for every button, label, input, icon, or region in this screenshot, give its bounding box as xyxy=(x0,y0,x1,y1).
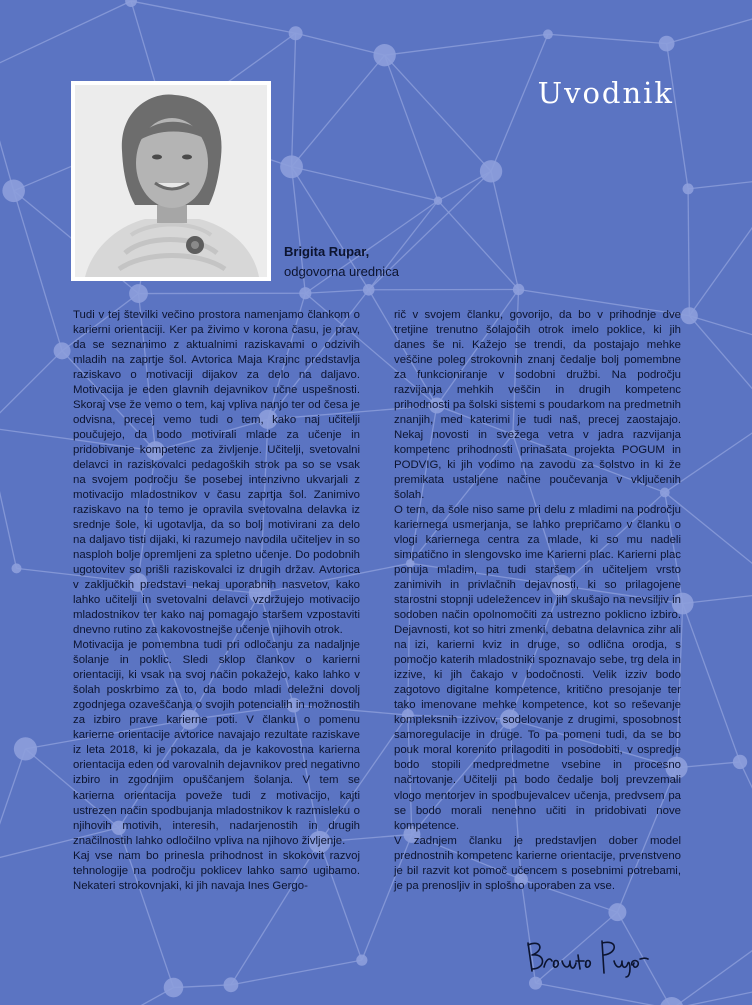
article-column-left xyxy=(73,308,360,968)
author-block xyxy=(284,242,399,282)
paragraph: V zadnjem članku je predstavljen dober model prednostnih kompetenc karierne orientacije, prvenstveno je bil razvit kot pomoč učencem s posebnimi potrebami, je pa prenosljiv in splošno uporaben za vse. xyxy=(394,834,681,892)
paragraph: Tudi v tej številki večino prostora namenjamo člankom o karierni orientaciji. Ker pa živimo v korona času, je prav, da se seznanimo z aktualnimi raziskavami o odzivih mladih na zaprtje šol. Avtorica Maja Krajnc predstavlja raziskavo o motivaciji dijakov za delo na daljavo. Motivacija je eden glavnih dejavnikov učne uspešnosti. Skoraj vse že vemo o tem, kaj vpliva nanjo ter od česa je odvisna, precej vemo tudi o tem, kako naj učitelji poučujejo, da bodo motivirali mlade za učenje in pridobivanje kompetenc za življenje. Učitelji, svetovalni delavci in raziskovalci pedagoških strok pa so se vsak na svojem področju še posebej intenzivno ukvarjali z motivacijo mladostnikov v času zaprtja šol. Zanimivo raziskavo na to temo je opravila svetovalna delavka iz srednje šole, ki ugotavlja, da so bolj motivirani za delo na daljavo tisti dijaki, ki razumejo navodila učiteljev in so nasploh bolje opremljeni za spletno učenje. Do podobnih ugotovitev so prišli raziskovalci iz drugih držav. Avtorica v zaključkih predstavi nekaj uporabnih nasvetov, kako lahko učitelji in svetovalni delavci vzdržujejo motivacijo mladostnikov ter kako naj pomagajo staršem vzpostaviti dnevno rutino za kakovostnejše učenje njihovih otrok. xyxy=(73,309,360,637)
article-body xyxy=(73,308,681,968)
author-photo xyxy=(71,81,271,281)
paragraph: Kaj vse nam bo prinesla prihodnost in skokovit razvoj tehnologije na področju poklicev lahko samo ugibamo. Nekateri strokovnjaki, ki jih navaja Ines Gergo- xyxy=(73,849,360,892)
author-role: odgovorna urednica xyxy=(284,264,399,279)
signature xyxy=(522,935,658,979)
paragraph: rič v svojem članku, govorijo, da bo v prihodnje dve tretjine trenutno šolajočih otrok imelo poklice, ki jih danes še ni. Kažejo se trendi, da postajajo mehke veščine poleg strokovnih znanj čedalje bolj pomembne za funkcioniranje v sodobni družbi. Na področju razvijanja mehkih veščin in drugih kompetenc prihodnosti pa šolski sistemi s poudarkom na predmetnih znanjih, med katerimi je tudi naš, precej zaostajajo. Nekaj novosti in svežega vetra v jadra razvijanja kompetenc prihodnosti prinašata projekta POGUM in PODVIG, ki jih vodimo na zavodu za šolstvo in ki že premikata ustaljene načine poučevanja v vključenih šolah. xyxy=(394,309,681,502)
author-name: Brigita Rupar, xyxy=(284,244,370,259)
paragraph: Motivacija je pomembna tudi pri odločanju za nadaljnje šolanje in poklic. Sledi sklop člankov o karierni orientaciji, ki vsak na svoj način pokažejo, kako lahko v šolah poskrbimo za to, da bodo mladi deležni dovolj zgodnjega ozaveščanja o svojih potencialih in možnostih za izbiro prave karierne poti. V članku o pomenu karierne orientacije avtorice navajajo rezultate raziskave iz leta 2018, ki je pokazala, da je kakovostna karierna orientacija eden od varovalnih dejavnikov pred negativno izbiro in zgodnjim opuščanjem šolanja. V tem se karierna orientacija poveže tudi z motivacijo, kajti ustrezen način spodbujanja mladostnikov k razmisleku o njihovih motivih, interesih, nadarjenostih in drugih značilnostih lahko odločilno vpliva na njihovo življenje. xyxy=(73,639,360,847)
paragraph: O tem, da šole niso same pri delu z mladimi na področju kariernega usmerjanja, se lahko prepričamo v članku o vlogi kariernega centra za mlade, ki so mu nadeli simpatično in slengovsko ime Karierni plac. Karierni plac ponuja mladim, pa tudi staršem in učiteljem vrsto zanimivih in privlačnih dejavnosti, ki so prilagojene starostni stopnji udeležencev in jih skušajo na nevsiljiv in sodoben način opolnomočiti za ustrezno poklicno izbiro. Dejavnosti, kot so hitri zmenki, debatna delavnica zihr ali na izi, karierni kviz in druge, so odlična orodja, s pomočjo katerih mladostniki spoznavajo sebe, trg dela in izzive, ki jih čakajo v bodočnosti. Velik izziv bodo zagotovo digitalne kompetence, kritično presojanje ter tako imenovane mehke kompetence, kot so reševanje kompleksnih izzivov, sodelovanje z drugimi, sposobnost samoregulacije in druge. To pa pomeni tudi, da se bo pouk moral korenito prilagoditi in posodobiti, v ospredje bodo stopili medpredmetne vsebine in procesno načrtovanje. Učitelji pa bodo čedalje bolj prevzemali vlogo mentorjev in spodbujevalcev učenja, predvsem pa se bodo morali nenehno učiti in pridobivati nove kompetence. xyxy=(394,504,681,832)
page-title: Uvodnik xyxy=(537,76,674,110)
article-column-right xyxy=(394,308,681,968)
